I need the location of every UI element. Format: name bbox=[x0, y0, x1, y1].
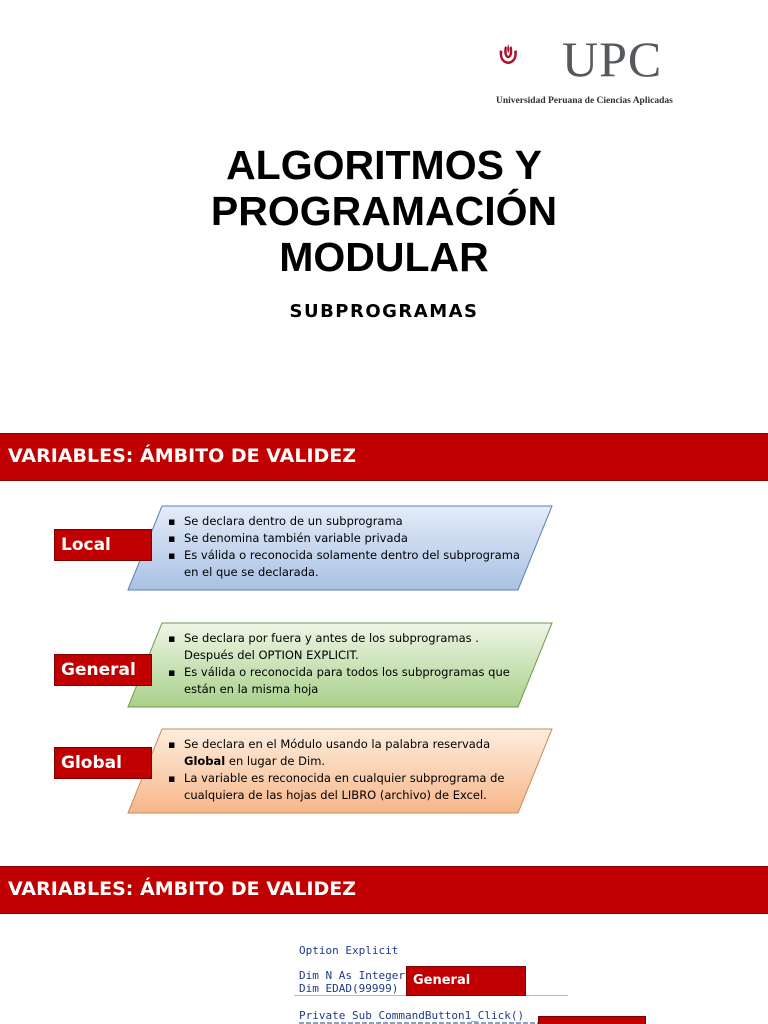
section-heading: VARIABLES: ÁMBITO DE VALIDEZ bbox=[8, 445, 357, 467]
scope-label-global: Global bbox=[54, 747, 152, 779]
bullet-item: ▪ Es válida o reconocida solamente dentro del subprograma en el que se declarada. bbox=[168, 547, 530, 581]
page-title bbox=[0, 142, 768, 280]
bullet-item: ▪ Se declara dentro de un subprograma bbox=[168, 513, 530, 530]
section-banner bbox=[0, 433, 768, 481]
upc-logo-emblem bbox=[498, 24, 562, 90]
bullet-item: ▪ Se declara en el Módulo usando la palabra reservada Global en lugar de Dim. bbox=[168, 736, 530, 770]
code-line: Dim N As Integer bbox=[299, 969, 405, 982]
local-scope-description bbox=[168, 513, 530, 581]
code-line: Dim EDAD(99999) bbox=[299, 982, 399, 995]
bullet-item: ▪ Se denomina también variable privada bbox=[168, 530, 530, 547]
title-line-3: MODULAR bbox=[279, 234, 489, 280]
page-subtitle: SUBPROGRAMAS bbox=[289, 301, 479, 322]
section-heading: VARIABLES: ÁMBITO DE VALIDEZ bbox=[8, 878, 357, 900]
scope-label-general: General bbox=[54, 654, 152, 686]
logo-university-name: Universidad Peruana de Ciencias Aplicadas bbox=[496, 96, 673, 106]
section-banner bbox=[0, 866, 768, 914]
code-label-cut bbox=[538, 1016, 646, 1024]
code-line: Option Explicit bbox=[299, 944, 399, 957]
title-line-2: PROGRAMACIÓN bbox=[210, 188, 558, 234]
code-line: Private Sub CommandButton1_Click() bbox=[299, 1009, 525, 1022]
bullet-item: ▪ La variable es reconocida en cualquier subprograma de cualquiera de las hojas del LIBRO (archivo) de Excel. bbox=[168, 770, 530, 804]
bullet-item: ▪ Se declara por fuera y antes de los subprogramas . Después del OPTION EXPLICIT. bbox=[168, 630, 530, 664]
scope-label-local: Local bbox=[54, 529, 152, 561]
global-scope-description bbox=[168, 736, 530, 804]
general-scope-description bbox=[168, 630, 530, 698]
title-line-1: ALGORITMOS Y bbox=[226, 142, 542, 188]
bullet-item: ▪ Es válida o reconocida para todos los subprogramas que están en la misma hoja bbox=[168, 664, 530, 698]
logo-wordmark: UPC bbox=[562, 31, 663, 87]
code-label-general: General bbox=[406, 966, 526, 996]
